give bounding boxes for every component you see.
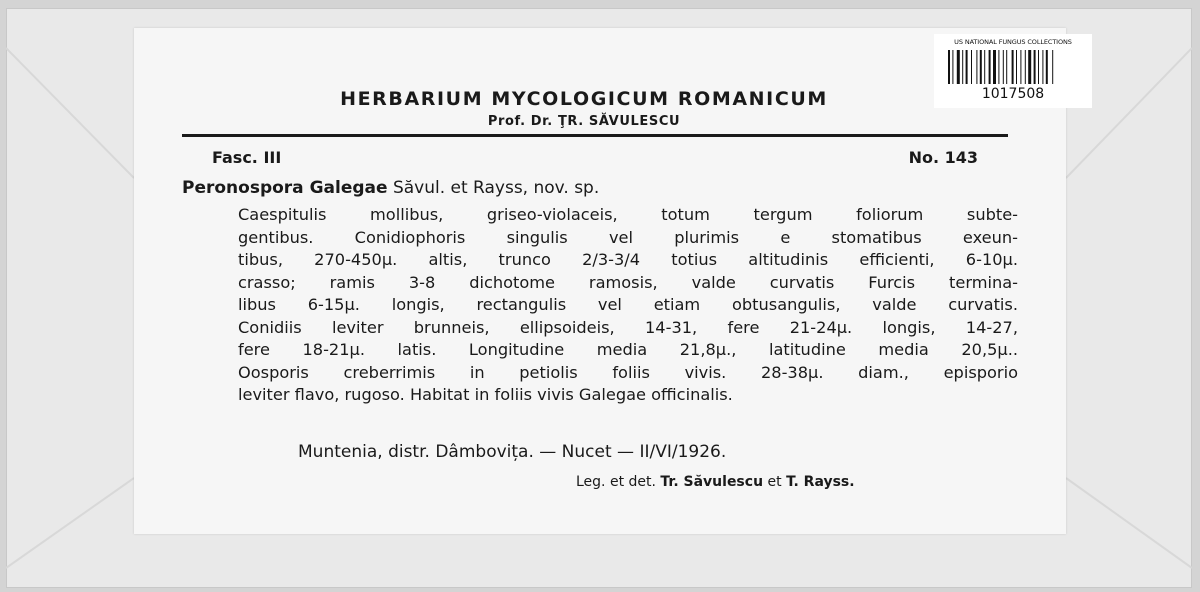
herbarium-title: HERBARIUM MYCOLOGICUM ROMANICUM [340,88,828,110]
species-name: Peronospora Galegae [182,178,388,198]
description-line: Oosporis creberrimis in petiolis foliis vivis. 28-38μ. diam., episporio [238,362,1018,382]
barcode-bar [989,50,991,84]
barcode-bar [952,50,953,84]
barcode-bar [1006,50,1007,84]
barcode-bar [1025,50,1026,84]
specimen-number: No. 143 [908,148,978,167]
description-line: fere 18-21μ. latis. Longitudine media 21,8μ., latitudine media 20,5μ.. [238,340,1018,359]
barcode-bar [1016,50,1017,84]
title-rule [182,134,1008,137]
species-line [182,178,599,198]
barcode-icon [948,50,1078,84]
barcode-bar [993,50,996,84]
barcode-bar [1020,50,1021,84]
collector-prefix: Leg. et det. [576,474,656,490]
species-authority: Săvul. et Rayss, nov. sp. [392,178,600,198]
description-line: Caespitulis mollibus, griseo-violaceis, totum tergum foliorum subte- [238,205,1018,224]
barcode-label [934,34,1092,108]
barcode-bar [980,50,982,84]
species-description [238,204,1018,407]
barcode-bar [948,50,950,84]
description-line: leviter flavo, rugoso. Habitat in foliis vivis Galegae officinalis. [238,385,733,404]
barcode-bar [998,50,999,84]
collector-line [576,474,855,490]
collector-joiner: et [767,474,782,490]
fascicle-label: Fasc. III [212,148,282,167]
barcode-bar [976,50,977,84]
barcode-number: 1017508 [981,86,1045,102]
description-line: tibus, 270-450μ. altis, trunco 2/3-3/4 totius altitudinis efficienti, 6-10μ. [238,250,1018,269]
barcode-bar [1034,50,1036,84]
description-line: libus 6-15μ. longis, rectangulis vel etiam obtusangulis, valde curvatis. [238,295,1018,314]
locality: Muntenia, distr. Dâmbovița. — Nucet — II/VI/1926. [298,442,727,462]
barcode-bar [1038,50,1039,84]
barcode-bar [1052,50,1053,84]
barcode-bar [1042,50,1043,84]
barcode-bar [1012,50,1014,84]
collector-1: Tr. Săvulescu [660,474,764,490]
barcode-bar [962,50,963,84]
barcode-bar [984,50,985,84]
description-line: gentibus. Conidiophoris singulis vel plurimis e stomatibus exeun- [238,227,1018,247]
description-line: Conidiis leviter brunneis, ellipsoideis, 14-31, fere 21-24μ. longis, 14-27, [238,317,1018,337]
barcode-institution: US NATIONAL FUNGUS COLLECTIONS [954,38,1072,46]
barcode-bar [971,50,972,84]
collector-2: T. Rayss. [786,474,855,490]
barcode-bar [966,50,968,84]
specimen-envelope [6,8,1192,588]
barcode-bar [1003,50,1004,84]
herbarium-label [134,28,1066,534]
barcode-bar [1028,50,1031,84]
herbarium-subtitle: Prof. Dr. ŢR. SĂVULESCU [487,114,681,129]
description-line: crasso; ramis 3-8 dichotome ramosis, valde curvatis Furcis termina- [238,272,1018,292]
barcode-bar [1046,50,1048,84]
barcode-bar [957,50,960,84]
